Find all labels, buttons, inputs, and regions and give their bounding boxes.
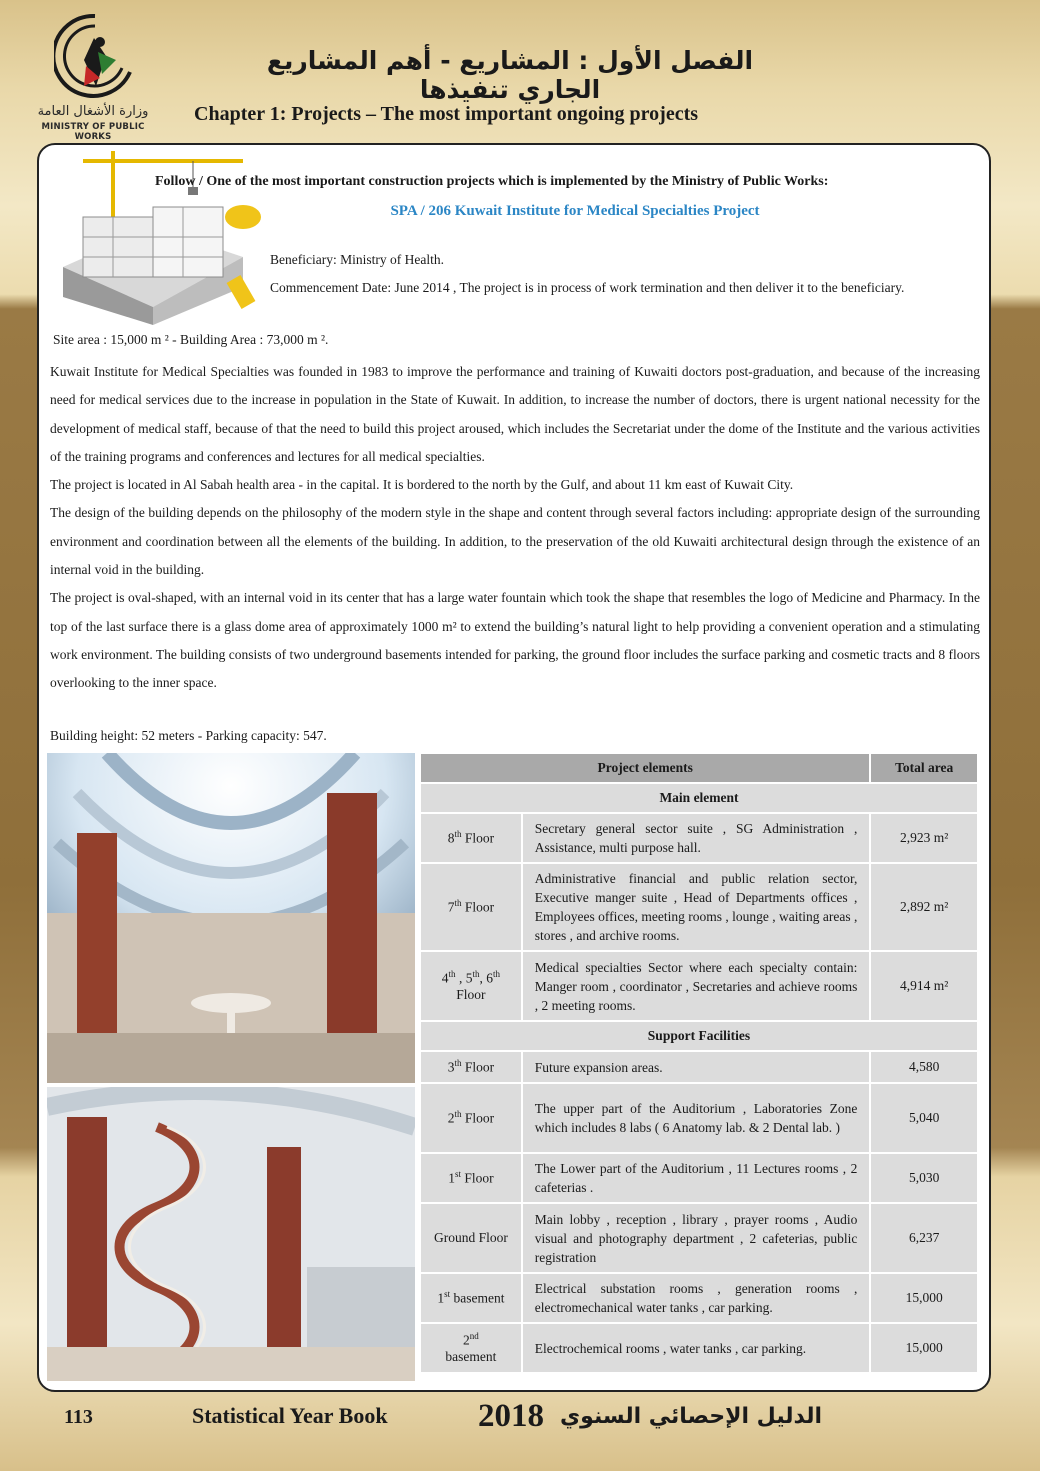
area-cell: 5,040	[870, 1083, 978, 1153]
col-total-area: Total area	[870, 753, 978, 783]
table-row	[420, 1203, 978, 1273]
floor-cell: 1st basement	[420, 1273, 522, 1323]
section-main-element: Main element	[420, 783, 978, 813]
table-row	[420, 1273, 978, 1323]
project-meta	[270, 246, 980, 302]
floor-cell: Ground Floor	[420, 1203, 522, 1273]
area-cell: 4,914 m²	[870, 951, 978, 1021]
yearbook-title-arabic: الدليل الإحصائي السنوي	[560, 1404, 823, 1429]
section-row	[420, 1021, 978, 1051]
description-cell: Electrochemical rooms , water tanks , car parking.	[522, 1323, 871, 1373]
floor-cell: 2nd basement	[420, 1323, 522, 1373]
area-cell: 15,000	[870, 1273, 978, 1323]
project-title: SPA / 206 Kuwait Institute for Medical Specialties Project	[390, 203, 760, 219]
description-cell: Medical specialties Sector where each specialty contain: Manger room , coordinator , Secretaries and achieve rooms , 2 meeting rooms.	[522, 951, 871, 1021]
description-cell: Secretary general sector suite , SG Administration , Assistance, multi purpose hall.	[522, 813, 871, 863]
area-cell: 15,000	[870, 1323, 978, 1373]
atrium-render-photo	[47, 753, 415, 1083]
floor-cell: 1st Floor	[420, 1153, 522, 1203]
description-paragraph: The design of the building depends on the philosophy of the modern style in the shape and content through several factors including: appropriate design of the surrounding environment and coordination between all the elements of the building. In addition, to the preservation of the old Kuwaiti architectural design through the existence of an internal void in the building.	[50, 505, 980, 578]
floor-cell: 4th , 5th, 6th Floor	[420, 951, 522, 1021]
table-row	[420, 1051, 978, 1083]
description-cell: Main lobby , reception , library , prayer rooms , Audio visual and photography department , 2 cafeterias, public registration	[522, 1203, 871, 1273]
logo-english-text: MINISTRY OF PUBLIC WORKS	[41, 122, 145, 142]
area-cell: 6,237	[870, 1203, 978, 1273]
table-row	[420, 951, 978, 1021]
commencement-text: Commencement Date: June 2014 , The project is in process of work termination and then deliver it to the beneficiary.	[270, 280, 905, 295]
description-paragraph: Kuwait Institute for Medical Specialties was founded in 1983 to improve the performance and training of Kuwaiti doctors post-graduation, and because of the increasing need for medical services due to the increase in population in the State of Kuwait. In addition, to increase the number of doctors, there is urgent national necessity for the development of medical staff, because of that the need to build this project aroused, which includes the Secretariat under the dome of the Institute and the various activities of the training programs and conferences and lectures for all medical specialties.	[50, 364, 980, 464]
logo-arabic-text: وزارة الأشغال العامة	[37, 104, 149, 119]
page-number: 113	[64, 1406, 93, 1428]
ministry-emblem-icon	[54, 12, 136, 102]
table-row	[420, 813, 978, 863]
description-cell: The upper part of the Auditorium , Laboratories Zone which includes 8 labs ( 6 Anatomy lab. & 2 Dental lab. )	[522, 1083, 871, 1153]
project-elements-table	[419, 752, 979, 1374]
description-paragraph: The project is located in Al Sabah health area - in the capital. It is bordered to the north by the Gulf, and about 11 km east of Kuwait City.	[50, 477, 794, 493]
section-support-facilities: Support Facilities	[420, 1021, 978, 1051]
description-cell: Future expansion areas.	[522, 1051, 871, 1083]
description-cell: Electrical substation rooms , generation rooms , electromechanical water tanks , car parking.	[522, 1273, 871, 1323]
spiral-stairs-render-photo	[47, 1087, 415, 1381]
table-row	[420, 1323, 978, 1373]
beneficiary-text: Beneficiary: Ministry of Health.	[270, 252, 444, 267]
site-area-text: Site area : 15,000 m ² - Building Area : 73,000 m ².	[53, 332, 329, 347]
yearbook-year: 2018	[478, 1398, 544, 1434]
chapter-title-arabic: الفصل الأول : المشاريع - أهم المشاريع الجاري تنفيذها	[266, 46, 754, 104]
section-row	[420, 783, 978, 813]
floor-cell: 3th Floor	[420, 1051, 522, 1083]
floor-cell: 2th Floor	[420, 1083, 522, 1153]
area-cell: 2,923 m²	[870, 813, 978, 863]
table-header-row	[420, 753, 978, 783]
building-height-text: Building height: 52 meters - Parking capacity: 547.	[50, 728, 327, 743]
table-row	[420, 863, 978, 951]
table-row	[420, 1153, 978, 1203]
area-cell: 5,030	[870, 1153, 978, 1203]
content-card	[37, 143, 991, 1392]
description-cell: The Lower part of the Auditorium , 11 Lectures rooms , 2 cafeterias .	[522, 1153, 871, 1203]
description-cell: Administrative financial and public relation sector, Executive manger suite , Head of Departments offices , Employees offices, meeting rooms , lounge , waiting areas , stores , and archive rooms.	[522, 863, 871, 951]
area-cell: 4,580	[870, 1051, 978, 1083]
chapter-title-english: Chapter 1: Projects – The most important ongoing projects	[194, 103, 699, 125]
table-row	[420, 1083, 978, 1153]
col-project-elements: Project elements	[420, 753, 870, 783]
area-cell: 2,892 m²	[870, 863, 978, 951]
description-paragraph: The project is oval-shaped, with an internal void in its center that has a large water fountain which took the shape that resembles the logo of Medicine and Pharmacy. In the top of the last surface there is a glass dome area of approximately 1000 m² to extend the building’s natural light to help providing a convenient operation and a stimulating work environment. The building consists of two underground basements intended for parking, the ground floor includes the surface parking and cosmetic tracts and 8 floors overlooking to the inner space.	[50, 590, 980, 691]
floor-cell: 8th Floor	[420, 813, 522, 863]
ministry-logo	[28, 10, 158, 142]
yearbook-title-english: Statistical Year Book	[192, 1403, 388, 1428]
follow-heading: Follow / One of the most important construction projects which is implemented by the Ministry of Public Works:	[155, 174, 829, 189]
floor-cell: 7th Floor	[420, 863, 522, 951]
project-description	[50, 358, 980, 698]
